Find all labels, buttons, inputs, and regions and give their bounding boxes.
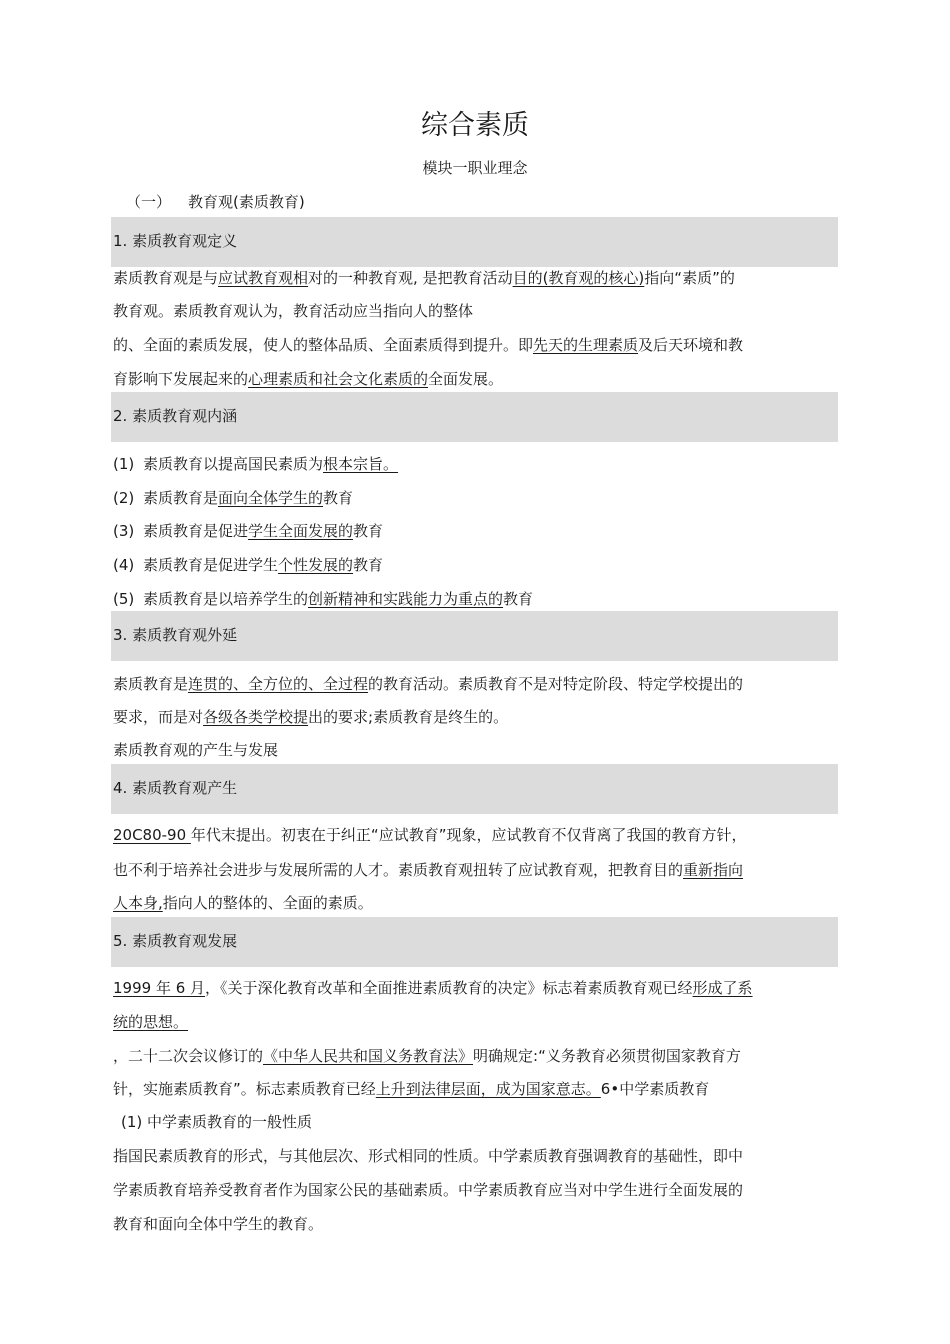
section-heading-one <box>126 190 305 214</box>
development-line-2: 统的思想。 <box>113 1013 189 1031</box>
extension-line-1: 素质教育是连贯的、全方位的、全过程的教育活动。素质教育不是对特定阶段、特定学校提出的 <box>113 675 744 693</box>
development-line-1: 1999 年 6 月，《关于深化教育改革和全面推进素质教育的决定》标志着素质教育观已经形成了系 <box>113 979 753 997</box>
section-number: （一） <box>126 193 172 211</box>
heading-development: 5. 素质教育观发展 <box>111 917 838 967</box>
section-title: 教育观(素质教育) <box>188 193 305 211</box>
heading-origin: 4. 素质教育观产生 <box>111 764 838 814</box>
origin-line-2: 也不利于培养社会进步与发展所需的人才。素质教育观扭转了应试教育观，把教育目的重新指向 <box>113 861 744 879</box>
definition-line-2: 教育观。素质教育观认为，教育活动应当指向人的整体 <box>113 302 474 320</box>
definition-line-3: 的、全面的素质发展，使人的整体品质、全面素质得到提升。即先天的生理素质及后天环境和教 <box>113 336 744 354</box>
subheading-general-nature: (1) 中学素质教育的一般性质 <box>121 1113 313 1131</box>
heading-extension: 3. 素质教育观外延 <box>111 611 838 661</box>
development-line-3: ，二十二次会议修订的《中华人民共和国义务教育法》明确规定:“义务教育必须贯彻国家教育方 <box>113 1047 741 1065</box>
subsection-title: 素质教育观的产生与发展 <box>113 741 279 759</box>
list-item: (4) 素质教育是促进学生个性发展的教育 <box>113 556 384 574</box>
heading-connotation: 2. 素质教育观内涵 <box>111 392 838 442</box>
nature-line-2: 学素质教育培养受教育者作为国家公民的基础素质。中学素质教育应当对中学生进行全面发展的 <box>113 1181 744 1199</box>
nature-line-3: 教育和面向全体中学生的教育。 <box>113 1215 324 1233</box>
origin-line-1: 20C80-90 年代末提出。初衷在于纠正“应试教育”现象，应试教育不仅背离了我国的教育方针， <box>113 826 747 844</box>
nature-line-1: 指国民素质教育的形式，与其他层次、形式相同的性质。中学素质教育强调教育的基础性，即中 <box>113 1147 744 1165</box>
extension-line-2: 要求，而是对各级各类学校提出的要求;素质教育是终生的。 <box>113 708 509 726</box>
heading-definition: 1. 素质教育观定义 <box>111 217 838 267</box>
list-item: (5) 素质教育是以培养学生的创新精神和实践能力为重点的教育 <box>113 590 534 608</box>
list-item: (3) 素质教育是促进学生全面发展的教育 <box>113 522 384 540</box>
development-line-4: 针，实施素质教育”。标志素质教育已经上升到法律层面，成为国家意志。6•中学素质教育 <box>113 1080 710 1098</box>
module-subtitle: 模块一职业理念 <box>422 159 528 177</box>
definition-line-4: 育影响下发展起来的心理素质和社会文化素质的全面发展。 <box>113 370 504 388</box>
document-title: 综合素质 <box>421 110 529 141</box>
definition-line-1: 素质教育观是与应试教育观相对的一种教育观, 是把教育活动目的(教育观的核心)指向“素质”的 <box>113 269 735 287</box>
list-item: (2) 素质教育是面向全体学生的教育 <box>113 489 354 507</box>
origin-line-3: 人本身,指向人的整体的、全面的素质。 <box>113 894 373 912</box>
list-item: (1) 素质教育以提高国民素质为根本宗旨。 <box>113 455 399 473</box>
